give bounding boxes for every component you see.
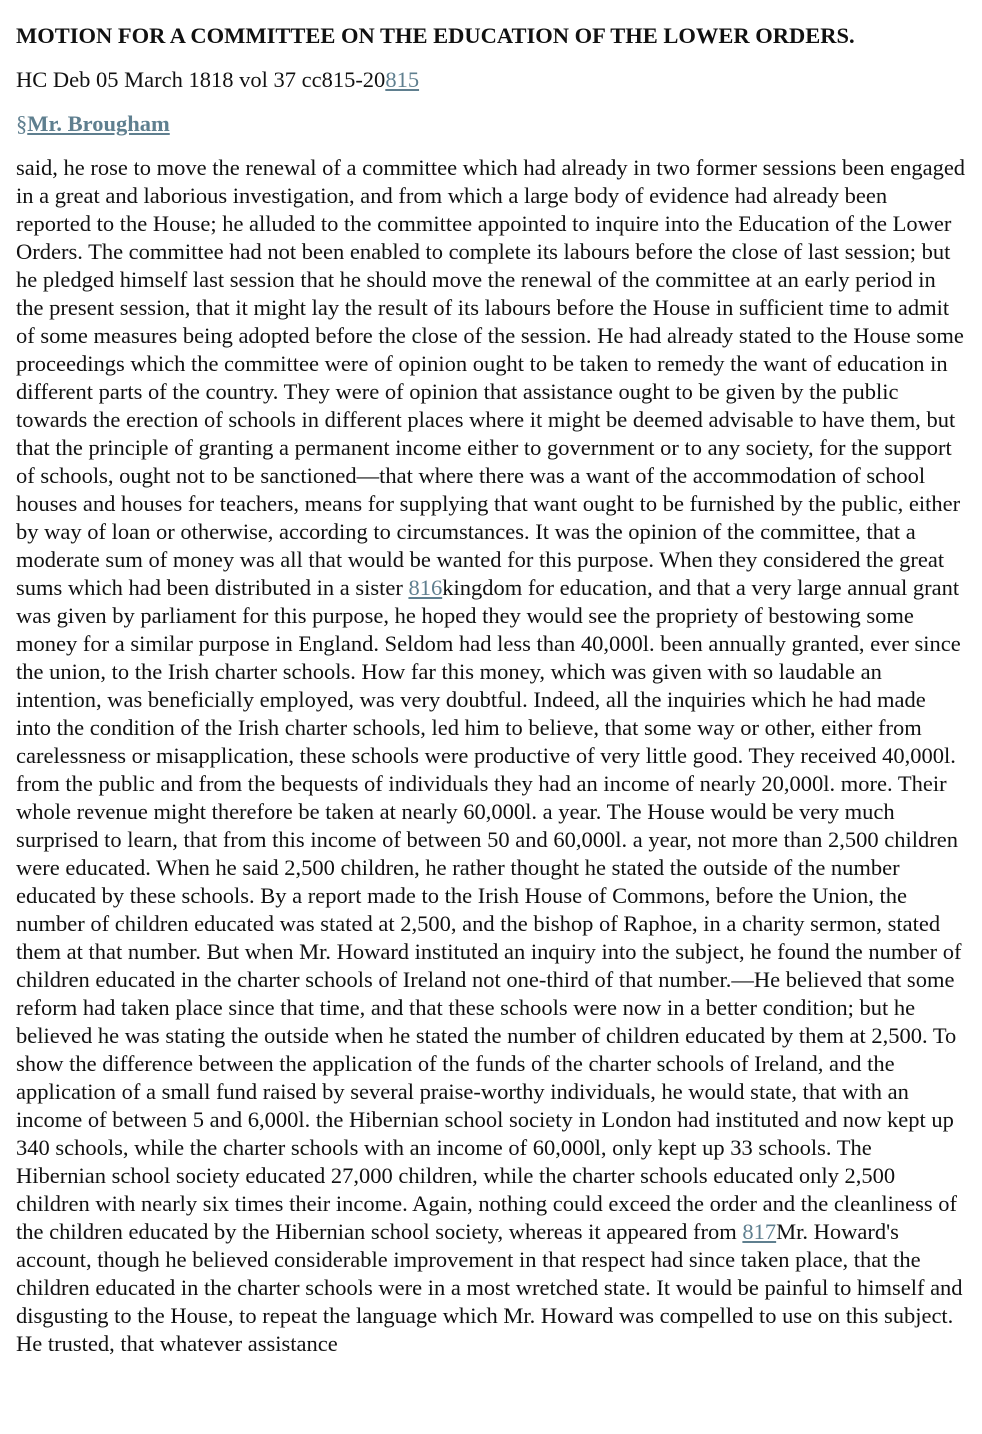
speech-text-3: Mr. Howard's account, though he believed considerable improvement in that respect had since taken place, that the children educated in the charter schools were in a most wretched state. It would be painful to himself and disgusting to the House, to repeat the language which Mr. Howard was compelled to use on this subject. He trusted, that whatever assistance <box>16 1219 963 1356</box>
column-link-817[interactable]: 817 <box>742 1219 777 1244</box>
page-title: MOTION FOR A COMMITTEE ON THE EDUCATION OF THE LOWER ORDERS. <box>16 23 855 48</box>
citation <box>16 66 966 94</box>
column-link-816[interactable]: 816 <box>408 575 443 600</box>
section-mark: § <box>16 111 28 136</box>
speech-text-2: kingdom for education, and that a very large annual grant was given by parliament for this purpose, he hoped they would see the propriety of bestowing some money for a similar purpose in England. Seldom had less than 40,000l. been annually granted, ever since the union, to the Irish charter schools. How far this money, which was given with so laudable an intention, was beneficially employed, was very doubtful. Indeed, all the inquiries which he had made into the condition of the Irish charter schools, led him to believe, that some way or other, either from carelessness or misapplication, these schools were productive of very little good. They received 40,000l. from the public and from the bequests of individuals they had an income of nearly 20,000l. more. Their whole revenue might therefore be taken at nearly 60,000l. a year. The House would be very much surprised to learn, that from this income of between 50 and 60,000l. a year, not more than 2,500 children were educated. When he said 2,500 children, he rather thought he stated the outside of the number educated by these schools. By a report made to the Irish House of Commons, before the Union, the number of children educated was stated at 2,500, and the bishop of Raphoe, in a charity sermon, stated them at that number. But when Mr. Howard instituted an inquiry into the subject, he found the number of children educated in the charter schools of Ireland not one-third of that number.—He believed that some reform had taken place since that time, and that these schools were now in a better condition; but he believed he was stating the outside when he stated the number of children educated by them at 2,500. To show the difference between the application of the funds of the charter schools of Ireland, and the application of a small fund raised by several praise-worthy individuals, he would state, that with an income of between 5 and 6,000l. the Hibernian school society in London had instituted and now kept up 340 schools, while the charter schools with an income of 60,000l, only kept up 33 schools. The Hibernian school society educated 27,000 children, while the charter schools educated only 2,500 children with nearly six times their income. Again, nothing could exceed the order and the cleanliness of the children educated by the Hibernian school society, whereas it appeared from <box>16 575 962 1244</box>
speech-paragraph <box>16 154 966 1358</box>
column-link-815[interactable]: 815 <box>385 67 420 92</box>
citation-text: HC Deb 05 March 1818 vol 37 cc815-20 <box>16 67 386 92</box>
speaker-heading <box>16 110 966 138</box>
speech-text-1: said, he rose to move the renewal of a committee which had already in two former sessions been engaged in a great and laborious investigation, and from which a large body of evidence had already been reported to the House; he alluded to the committee appointed to inquire into the Education of the Lower Orders. The committee had not been enabled to complete its labours before the close of last session; but he pledged himself last session that he should move the renewal of the committee at an early period in the present session, that it might lay the result of its labours before the House in sufficient time to admit of some measures being adopted before the close of the session. He had already stated to the House some proceedings which the committee were of opinion ought to be taken to remedy the want of education in different parts of the country. They were of opinion that assistance ought to be given by the public towards the erection of schools in different places where it might be deemed advisable to have them, but that the principle of granting a permanent income either to government or to any society, for the support of schools, ought not to be sanctioned—that where there was a want of the accommodation of school houses and houses for teachers, means for supplying that want ought to be furnished by the public, either by way of loan or otherwise, according to circumstances. It was the opinion of the committee, that a moderate sum of money was all that would be wanted for this purpose. When they considered the great sums which had been distributed in a sister <box>16 155 966 600</box>
speaker-link[interactable]: Mr. Brougham <box>27 111 170 136</box>
